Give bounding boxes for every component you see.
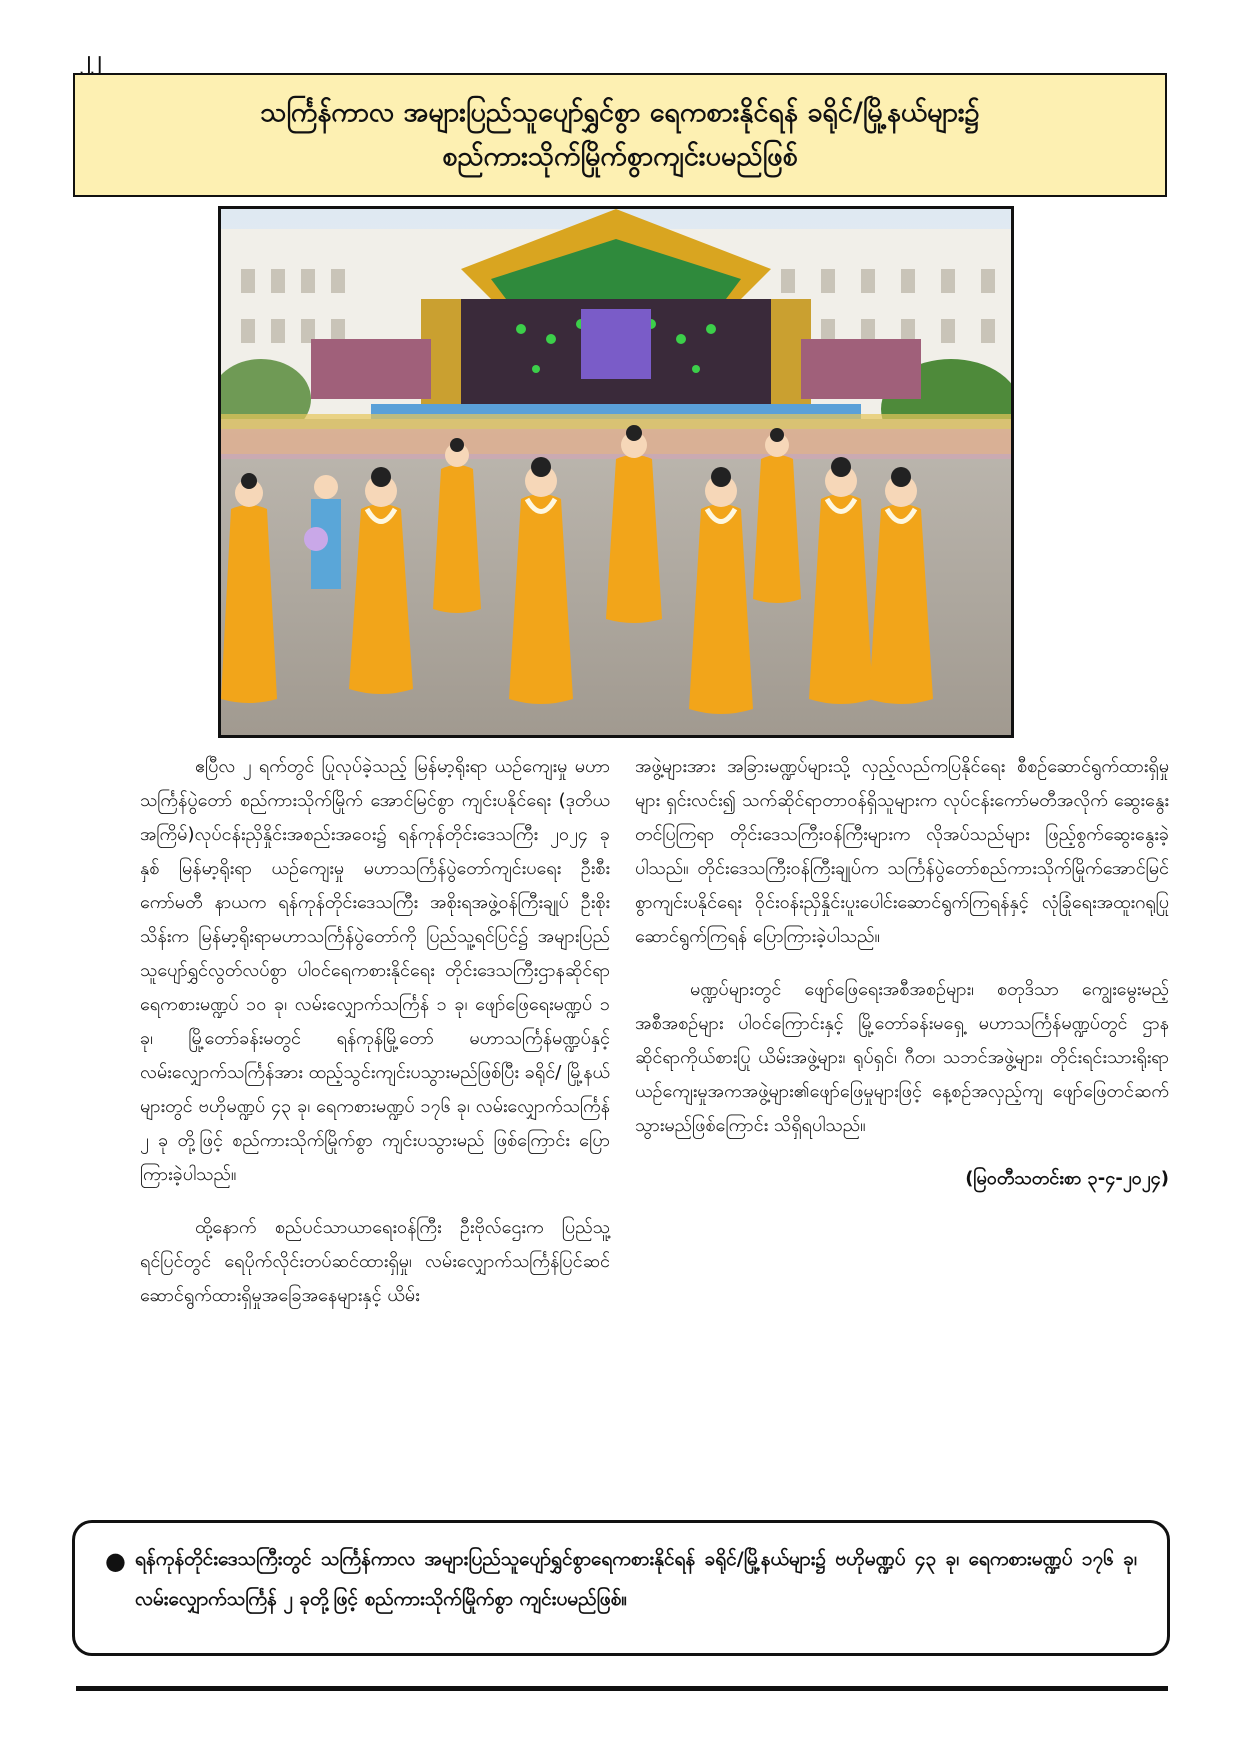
stage-screen	[581, 309, 651, 379]
bullet-icon: ●	[105, 1547, 126, 1575]
balloon	[304, 527, 328, 551]
headline-line-1: သင်္ကြန်ကာလ အများပြည်သူပျော်ရွှင်စွာ ရေကစားနိုင်ရန် ခရိုင်/မြို့နယ်များ၌	[260, 97, 980, 128]
side-screen-left	[311, 339, 431, 399]
background-crowd	[221, 414, 1011, 459]
page-number: ၂၂	[80, 47, 102, 72]
article-paragraph-2-continued: အဖွဲ့များအား အခြားမဏ္ဍပ်များသို့ လှည့်လည်ကပြနိုင်ရေး စီစဉ်ဆောင်ရွက်ထားရှိမှုများ ရှင်းလင်း၍ သက်ဆိုင်ရာတာဝန်ရှိသူများက လုပ်ငန်းကော်မတီအလိုက် ဆွေးနွေးတင်ပြကြရာ တိုင်းဒေသကြီးဝန်ကြီးများက လိုအပ်သည်များ ဖြည့်စွက်ဆွေးနွေးခဲ့ပါသည်။ တိုင်းဒေသကြီးဝန်ကြီးချုပ်က သင်္ကြန်ပွဲတော်စည်ကားသိုက်မြိုက်အောင်မြင်စွာကျင်းပနိုင်ရေး ဝိုင်းဝန်းညှိနှိုင်းပူးပေါင်းဆောင်ရွက်ကြရန်နှင့် လုံခြုံရေးအထူးဂရုပြု ဆောင်ရွက်ကြရန် ပြောကြားခဲ့ပါသည်။	[635, 756, 1169, 947]
article-paragraph-1: ဧပြီလ ၂ ရက်တွင် ပြုလုပ်ခဲ့သည့် မြန်မာ့ရိုးရာ ယဉ်ကျေးမှု မဟာသင်္ကြန်ပွဲတော် စည်ကားသိုက်မြိုက် အောင်မြင်စွာ ကျင်းပနိုင်ရေး (ဒုတိယအကြိမ်)လုပ်ငန်းညှိနှိုင်းအစည်းအဝေး၌ ရန်ကုန်တိုင်းဒေသကြီး ၂၀၂၄ ခုနှစ် မြန်မာ့ရိုးရာ ယဉ်ကျေးမှု မဟာသင်္ကြန်ပွဲတော်ကျင်းပရေး ဦးစီးကော်မတီ နာယက ရန်ကုန်တိုင်းဒေသကြီး အစိုးရအဖွဲ့ဝန်ကြီးချုပ် ဦးစိုးသိန်းက မြန်မာ့ရိုးရာမဟာသင်္ကြန်ပွဲတော်ကို ပြည်သူ့ရင်ပြင်၌ အများပြည်သူပျော်ရွှင်လွတ်လပ်စွာ ပါဝင်ရေကစားနိုင်ရေး တိုင်းဒေသကြီးဌာနဆိုင်ရာ ရေကစားမဏ္ဍပ် ၁၀ ခု၊ လမ်းလျှောက်သင်္ကြန် ၁ ခု၊ ဖျော်ဖြေရေးမဏ္ဍပ် ၁ ခု၊ မြို့တော်ခန်းမတွင် ရန်ကုန်မြို့တော် မဟာသင်္ကြန်မဏ္ဍပ်နှင့် လမ်းလျှောက်သင်္ကြန်အား ထည့်သွင်းကျင်းပသွားမည်ဖြစ်ပြီး ခရိုင်/ မြို့နယ်များတွင် ဗဟိုမဏ္ဍပ် ၄၃ ခု၊ ရေကစားမဏ္ဍပ် ၁၇၆ ခု၊ လမ်းလျှောက်သင်္ကြန် ၂ ခု တို့ဖြင့် စည်ကားသိုက်မြိုက်စွာ ကျင်းပသွားမည် ဖြစ်ကြောင်း ပြောကြားခဲ့ပါသည်။	[140, 756, 610, 1185]
footer-rule	[76, 1686, 1168, 1691]
article-column-left	[140, 750, 610, 1332]
article-source: (မြဝတီသတင်းစာ ၃-၄-၂၀၂၄)	[965, 1168, 1169, 1189]
festival-photo-illustration	[221, 209, 1011, 735]
article-paragraph-2: ထို့နောက် စည်ပင်သာယာရေးဝန်ကြီး ဦးဗိုလ်ဌေးက ပြည်သူ့ရင်ပြင်တွင် ရေပိုက်လိုင်းတပ်ဆင်ထားရှိမှု၊ လမ်းလျှောက်သင်္ကြန်ပြင်ဆင်ဆောင်ရွက်ထားရှိမှုအခြေအနေများနှင့် ယိမ်း	[140, 1217, 610, 1306]
article-paragraph-3: မဏ္ဍပ်များတွင် ဖျော်ဖြေရေးအစီအစဉ်များ၊ စတုဒိသာ ကျွေးမွေးမည့် အစီအစဉ်များ ပါဝင်ကြောင်းနှင့် မြို့တော်ခန်းမရှေ့ မဟာသင်္ကြန်မဏ္ဍပ်တွင် ဌာနဆိုင်ရာကိုယ်စားပြု ယိမ်းအဖွဲ့များ၊ ရုပ်ရှင်၊ ဂီတ၊ သဘင်အဖွဲ့များ၊ တိုင်းရင်းသားရိုးရာ ယဉ်ကျေးမှုအကအဖွဲ့များ၏ဖျော်ဖြေမှုများဖြင့် နေ့စဉ်အလှည့်ကျ ဖျော်ဖြေတင်ဆက်သွားမည်ဖြစ်ကြောင်း သိရှိရပါသည်။	[635, 979, 1169, 1136]
side-screen-right	[801, 339, 921, 399]
summary-text: ရန်ကုန်တိုင်းဒေသကြီးတွင် သင်္ကြန်ကာလ အများပြည်သူပျော်ရွှင်စွာရေကစားနိုင်ရန် ခရိုင်/မြို့နယ်များ၌ ဗဟိုမဏ္ဍပ် ၄၃ ခု၊ ရေကစားမဏ္ဍပ် ၁၇၆ ခု၊ လမ်းလျှောက်သင်္ကြန် ၂ ခုတို့ဖြင့် စည်ကားသိုက်မြိုက်စွာ ကျင်းပမည်ဖြစ်။	[135, 1548, 1137, 1610]
summary-box	[72, 1520, 1170, 1656]
headline-line-2: စည်ကားသိုက်မြိုက်စွာကျင်းပမည်ဖြစ်	[442, 141, 798, 172]
article-column-right	[635, 750, 1169, 1196]
headline-box	[73, 73, 1167, 197]
festival-photo	[218, 206, 1014, 738]
